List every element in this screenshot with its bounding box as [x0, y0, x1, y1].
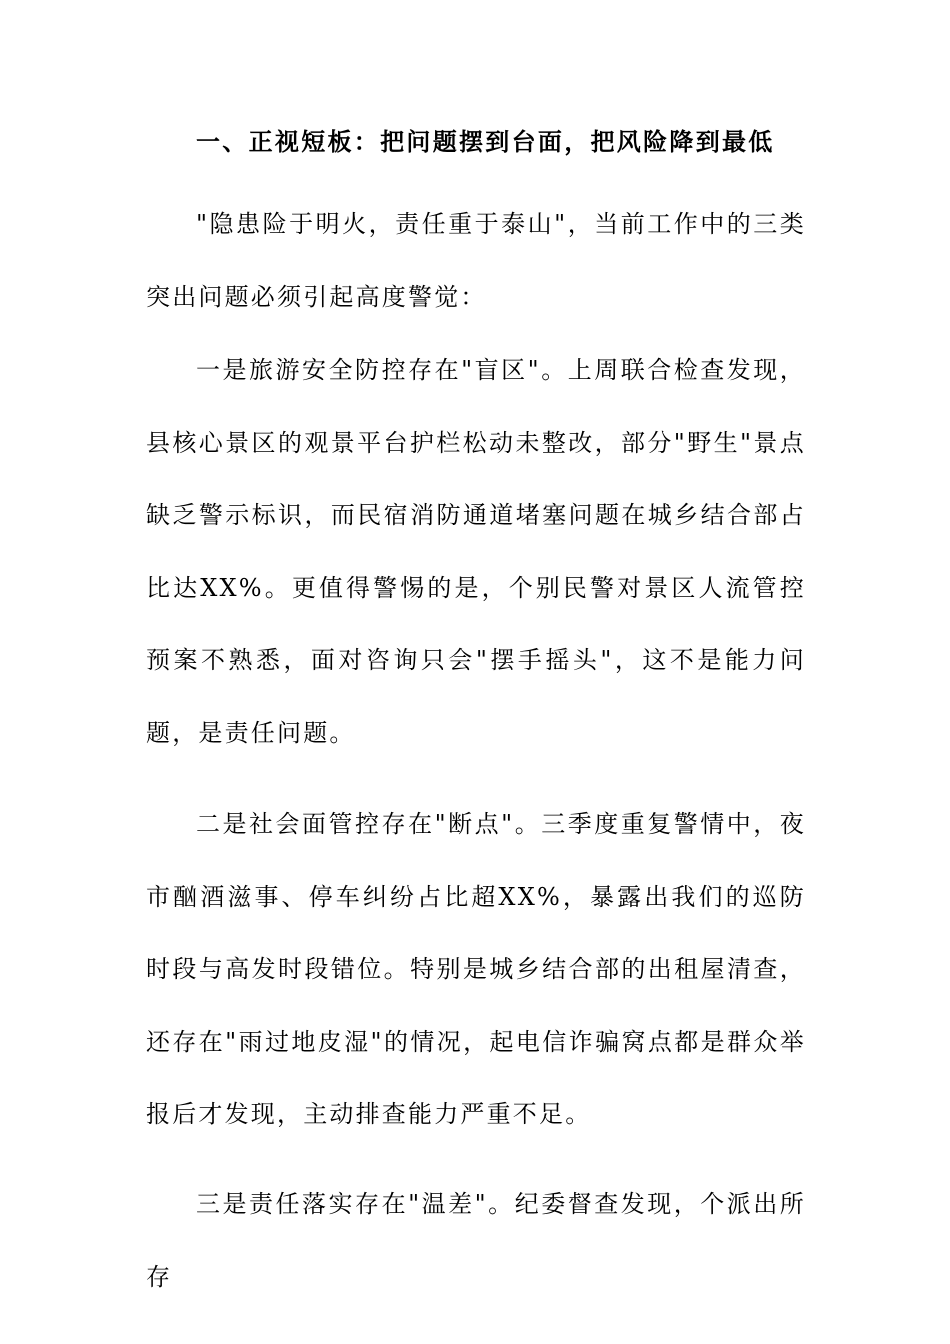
paragraph-social-control: 二是社会面管控存在"断点"。三季度重复警情中，夜市酗酒滋事、停车纠纷占比超XX%，暴露出我们的巡防时段与高发时段错位。特别是城乡结合部的出租屋清查，还存在"雨过地皮湿"的情况，起电信诈骗窝点都是群众举报后才发现，主动排查能力严重不足。 — [146, 810, 806, 1129]
paragraph-responsibility: 三是责任落实存在"温差"。纪委督查发现，个派出所存 — [146, 1190, 806, 1291]
paragraph-tourism-safety: 一是旅游安全防控存在"盲区"。上周联合检查发现，县核心景区的观景平台护栏松动未整改，部分"野生"景点缺乏警示标识，而民宿消防通道堵塞问题在城乡结合部占比达XX%。更值得警惕的是，个别民警对景区人流管控预案不熟悉，面对咨询只会"摆手摇头"，这不是能力问题，是责任问题。 — [146, 356, 806, 747]
paragraph-intro: "隐患险于明火，责任重于泰山"，当前工作中的三类突出问题必须引起高度警觉： — [146, 210, 806, 311]
section-heading: 一、正视短板：把问题摆到台面，把风险降到最低 — [196, 127, 775, 156]
